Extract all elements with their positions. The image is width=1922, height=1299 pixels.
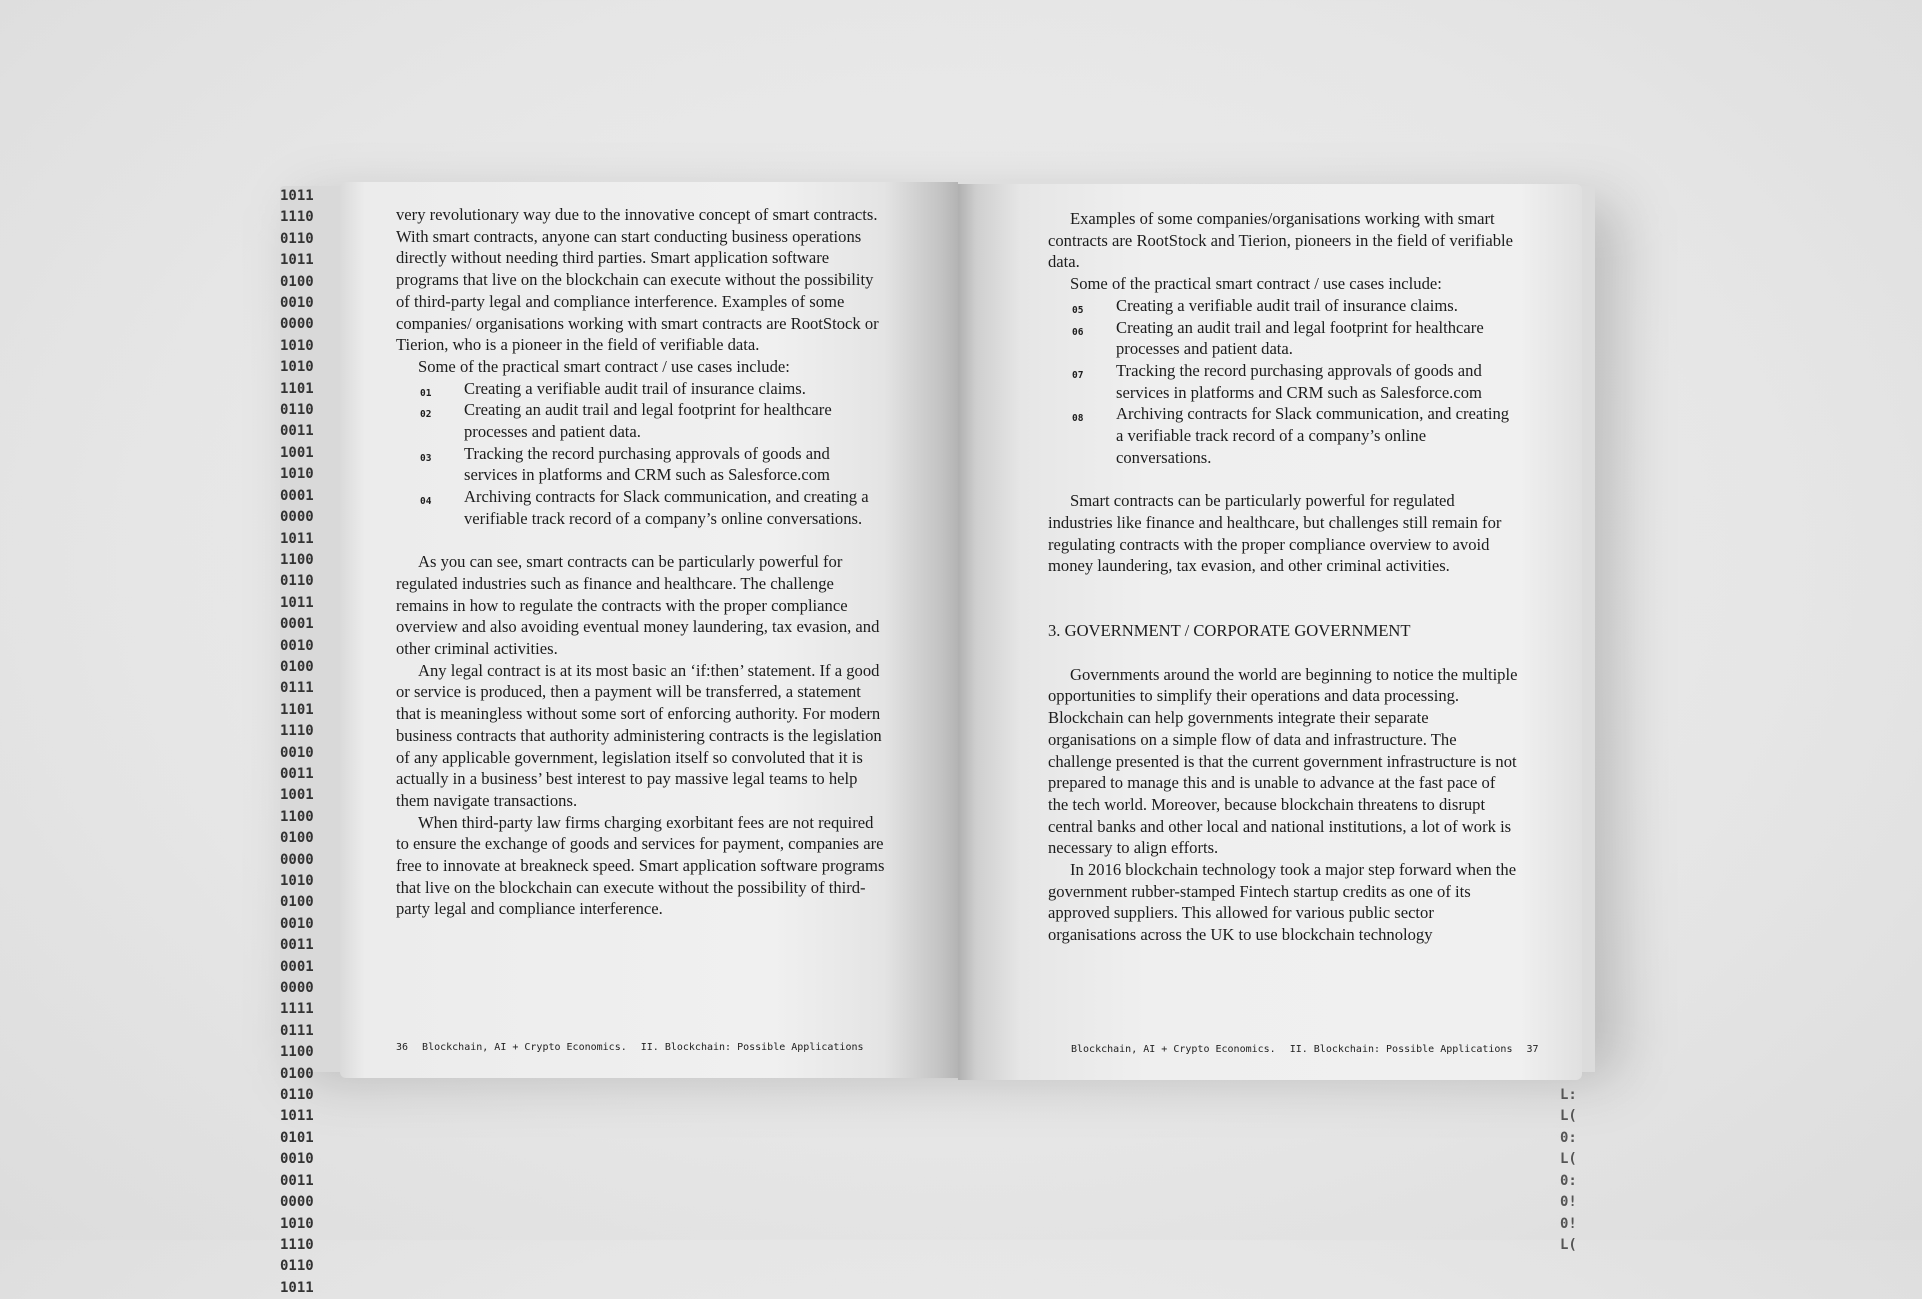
page-edge-binary-right: L: L( 0: L( 0: 0! 0! L( [1560,186,1595,1072]
list-item [1048,360,1518,403]
body-paragraph: very revolutionary way due to the innovative concept of smart contracts. With smart contracts, anyone can start conducting business operations directly without needing third parties. Smart application software programs that live on the blockchain can execute without the possibility of third-party legal and compliance interference. Examples of some companies/ organisations working with smart contracts are RootStock or Tierion, who is a pioneer in the field of verifiable data. [396,205,879,355]
list-item-text: Tracking the record purchasing approvals of goods and services in platforms and CRM such as Salesforce.com [1116,360,1482,402]
body-paragraph: Governments around the world are beginning to notice the multiple opportunities to simplify their operations and data processing. Blockchain can help governments integrate their separate organisations on a simple flow of data and infrastructure. The challenge presented is that the current government infrastructure is not prepared to manage this and is unable to advance at the fast pace of the tech world. Moreover, because blockchain threatens to disrupt central banks and other local and national institutions, a lot of work is necessary to align efforts. [1048,664,1518,858]
left-page [340,182,958,1078]
page-number: 37 [1526,1044,1539,1055]
page-number: 36 [396,1042,409,1053]
list-item-text: Creating an audit trail and legal footprint for healthcare processes and patient data. [464,400,832,442]
body-paragraph: Some of the practical smart contract / use cases include: [418,356,790,376]
list-item-text: Creating a verifiable audit trail of insurance claims. [1116,295,1458,315]
list-item [396,443,886,486]
page-footer [1071,1044,1553,1055]
list-item-text: Archiving contracts for Slack communication, and creating a verifiable track record of a company’s online conversations. [1116,404,1510,467]
summary-paragraph: Smart contracts can be particularly powerful for regulated industries like finance and healthcare, but challenges still remain for regulating contracts with the proper compliance overview to avoid money laundering, tax evasion, and other criminal activities. [1048,491,1502,576]
body-paragraph: In 2016 blockchain technology took a major step forward when the government rubber-stamped Fintech startup credits as one of its approved suppliers. This allowed for various public sector organisations across the UK to use blockchain technology [1048,860,1517,945]
left-page-body [396,204,886,920]
list-item [1048,317,1518,360]
list-item-text: Creating a verifiable audit trail of insurance claims. [464,378,806,398]
list-item-text: Tracking the record purchasing approvals of goods and services in platforms and CRM such as Salesforce.com [464,443,830,485]
list-item-text: Archiving contracts for Slack communication, and creating a verifiable track record of a company’s online conversations. [464,487,869,528]
running-title: Blockchain, AI + Crypto Economics. [422,1042,627,1053]
list-number: 04 [420,496,432,508]
list-number: 08 [1072,413,1084,425]
body-paragraph: Some of the practical smart contract / use cases include: [1070,274,1442,294]
right-page [958,184,1582,1080]
right-page-body [1048,208,1518,946]
chapter-title: II. Blockchain: Possible Applications [640,1042,864,1053]
list-item [1048,403,1518,468]
chapter-title: II. Blockchain: Possible Applications [1289,1044,1513,1055]
list-item [396,486,886,529]
list-item-text: Creating an audit trail and legal footprint for healthcare processes and patient data. [1116,317,1484,359]
list-item [396,378,886,400]
body-paragraph: Any legal contract is at its most basic an ‘if:then’ statement. If a good or service is produced, then a payment will be transferred, a statement that is meaningless without some sort of enforcing authority. For modern business contracts that authority administering contracts is the legislation of any applicable government, legislation itself so convoluted that it is actually in a business’ best interest to pay massive legal teams to help them navigate transactions. [396,660,882,810]
list-number: 05 [1072,304,1084,316]
body-paragraph: Examples of some companies/organisations working with smart contracts are RootStock and Tierion, pioneers in the field of verifiable data. [1048,209,1513,272]
list-number: 02 [420,409,432,421]
body-paragraph: As you can see, smart contracts can be particularly powerful for regulated industries such as finance and healthcare. The challenge remains in how to regulate the contracts with the proper compliance overview and also avoiding eventual money laundering, tax evasion, and other criminal activities. [396,552,880,659]
list-item [396,399,886,442]
use-case-list [1048,295,1518,469]
use-case-list [396,378,886,530]
body-paragraph: When third-party law firms charging exorbitant fees are not required to ensure the exchange of goods and services for payment, companies are free to innovate at breakneck speed. Smart application software programs that live on the blockchain can execute without the possibility of third-party legal and compliance interference. [396,812,885,919]
list-number: 06 [1072,326,1084,338]
running-title: Blockchain, AI + Crypto Economics. [1071,1044,1276,1055]
section-heading: 3. GOVERNMENT / CORPORATE GOVERNMENT [1048,621,1411,641]
page-edge-binary-left: 1011 1110 0110 1011 0100 0010 0000 1010 1010 1101 0110 0011 1001 1010 0001 0000 1011 1100 0110 1011 0001 0010 0100 0111 1101 1110 0010 0011 1001 1100 0100 0000 1010 0100 0010 0011 0001 0000 1111 0111 1100 0100 0110 1011 0101 0010 0011 0000 1010 1110 0110 1011 [280,186,340,1072]
page-footer [396,1042,878,1053]
list-number: 03 [420,452,432,464]
list-item [1048,295,1518,317]
list-number: 07 [1072,369,1084,381]
list-number: 01 [420,387,432,399]
